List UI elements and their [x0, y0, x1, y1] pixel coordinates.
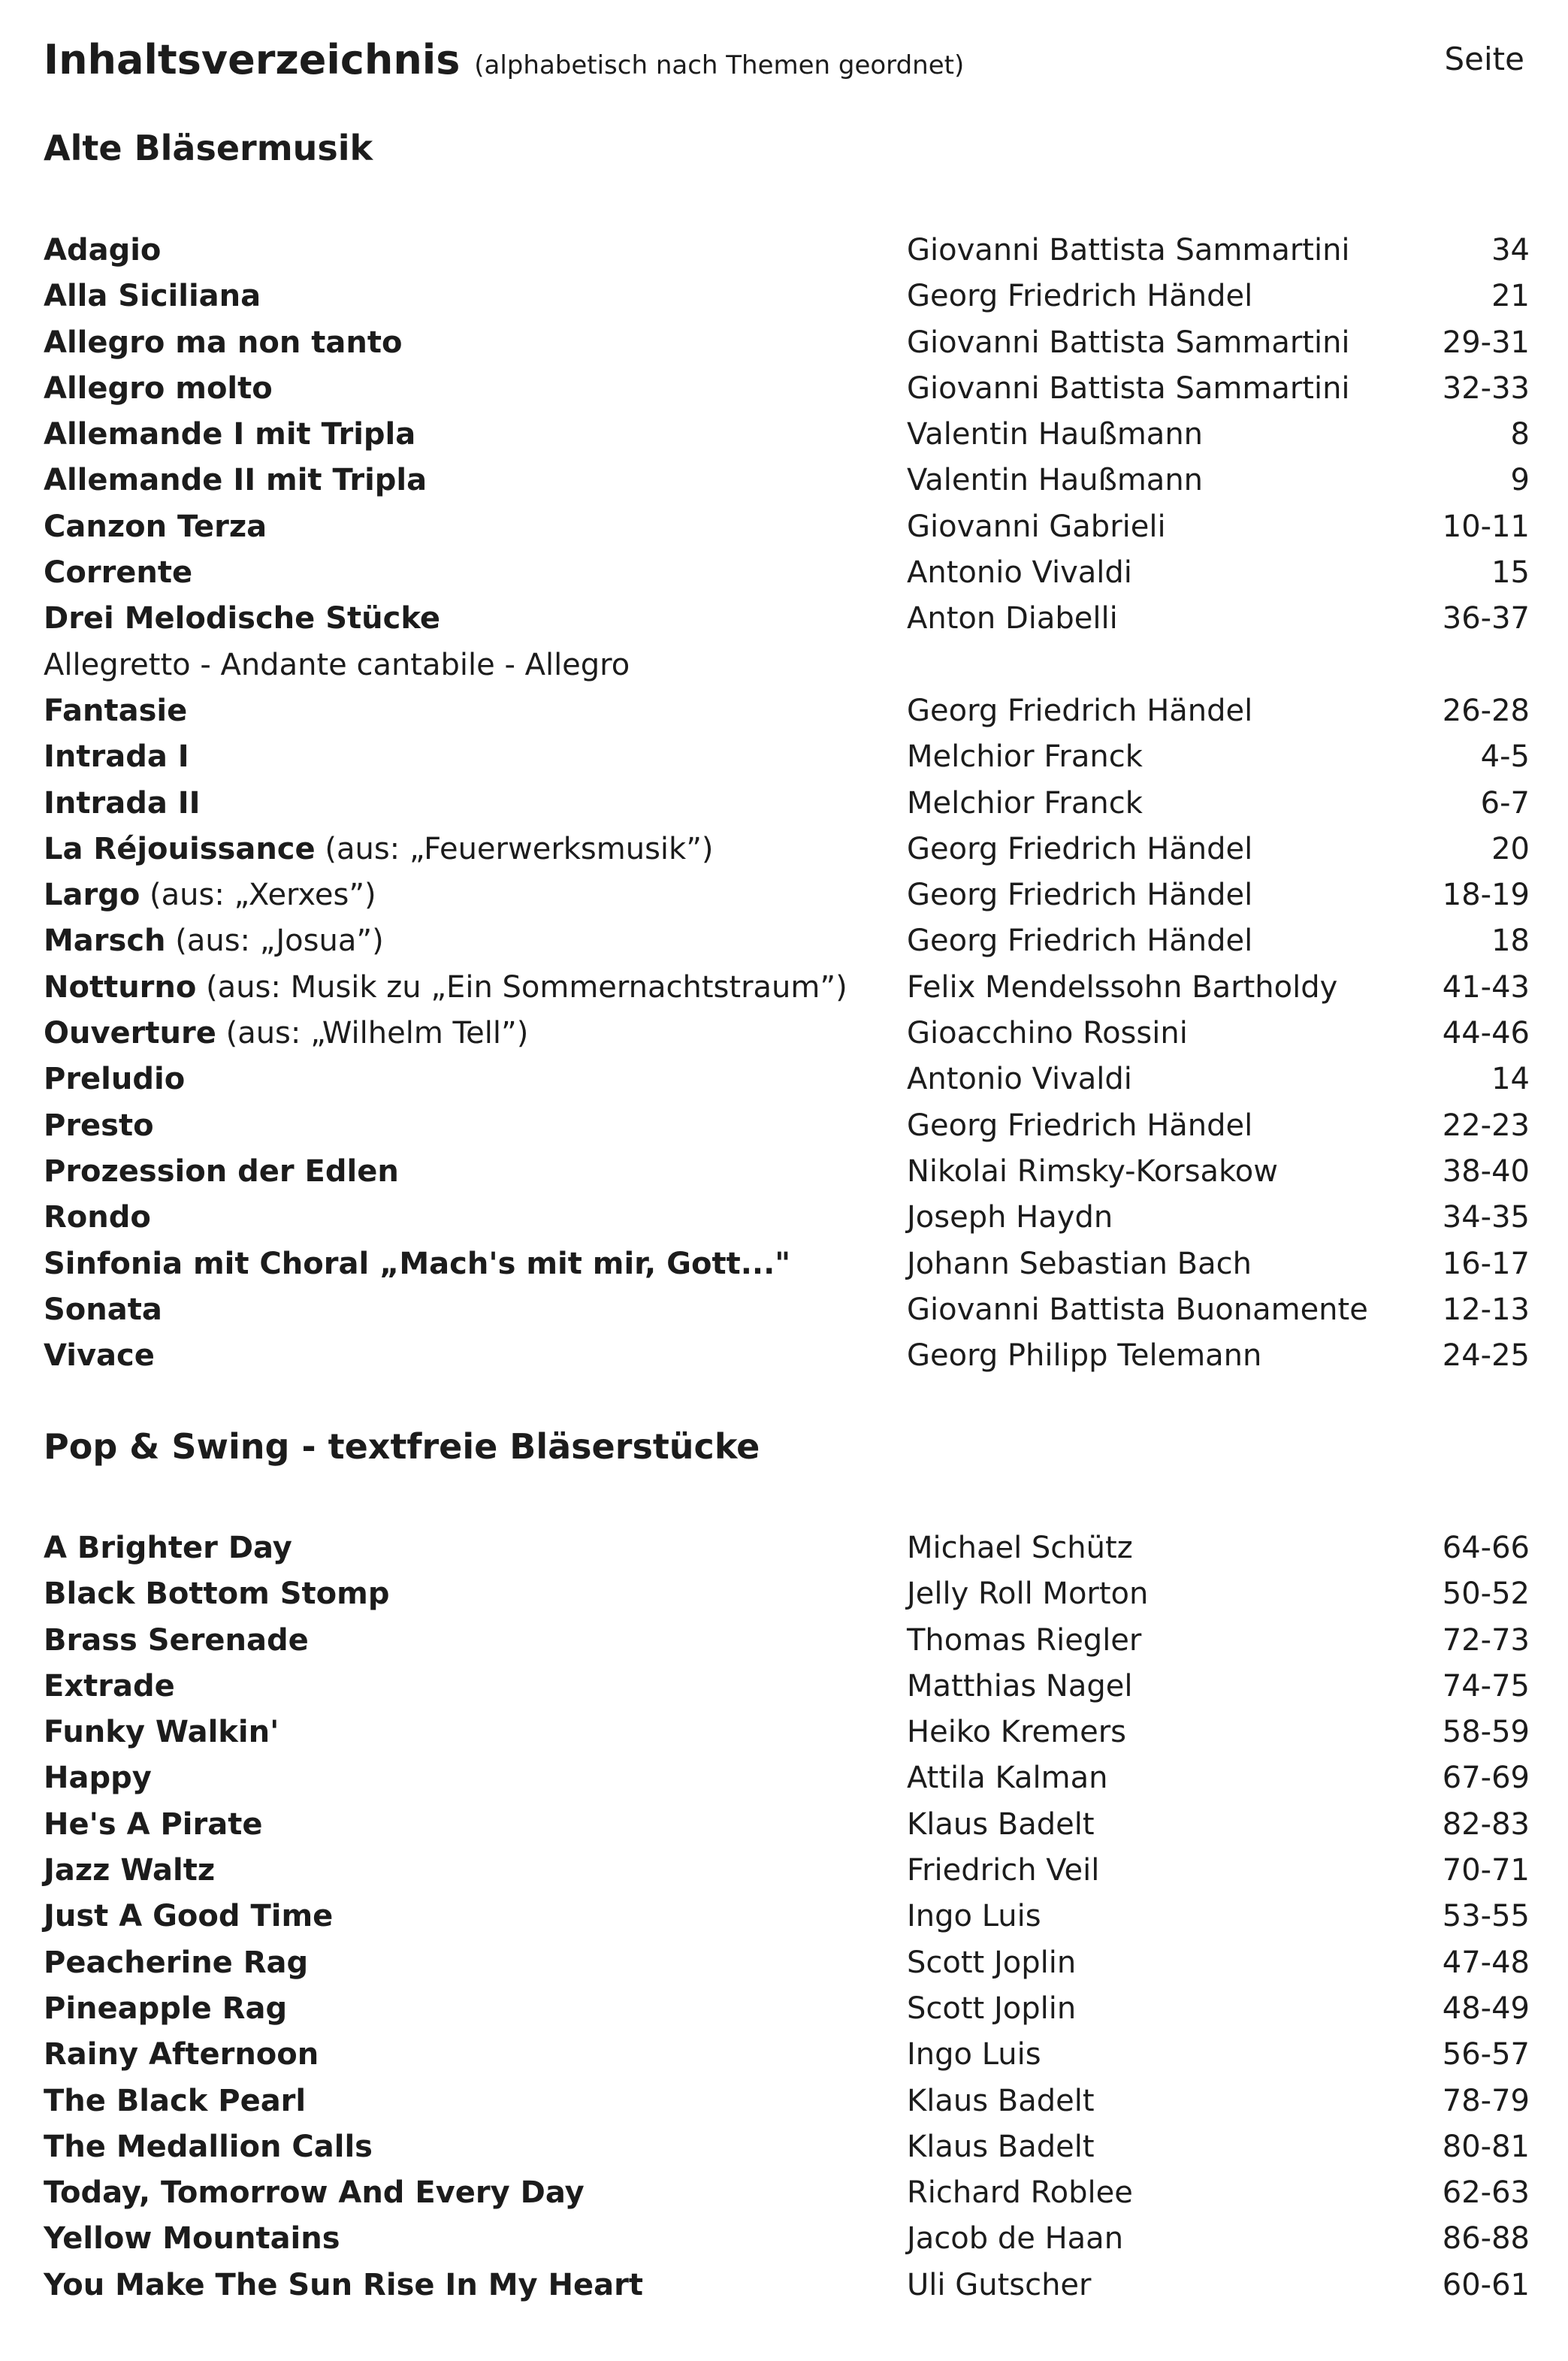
- entry-title: Intrada II: [44, 785, 201, 821]
- section-heading-alte-blaesermusik: Alte Bläsermusik: [44, 128, 373, 168]
- entry-title-cell: [44, 2078, 306, 2124]
- entry-pages: 74-75: [1442, 1668, 1530, 1703]
- entry-composer: Melchior Franck: [907, 785, 1143, 821]
- entry-title-cell: [44, 781, 201, 827]
- entry-title-cell: [44, 2124, 373, 2170]
- toc-entry: [0, 734, 1568, 780]
- entry-composer: Jelly Roll Morton: [907, 1577, 1149, 1612]
- toc-list-pop-swing: [0, 1525, 1568, 2308]
- toc-entry: [0, 550, 1568, 596]
- entry-title-cell: [44, 918, 384, 964]
- toc-entry: [0, 827, 1568, 872]
- entry-composer: Giovanni Battista Buonamente: [907, 1292, 1368, 1327]
- entry-title-cell: [44, 366, 273, 412]
- page-title: Inhaltsverzeichnis (alphabetisch nach Themen geordnet): [44, 36, 965, 83]
- entry-composer: Giovanni Battista Sammartini: [907, 370, 1350, 406]
- entry-composer: Georg Friedrich Händel: [907, 831, 1253, 866]
- entry-title-cell: [44, 320, 402, 366]
- toc-entry: [0, 2170, 1568, 2216]
- entry-title: Sonata: [44, 1292, 162, 1327]
- entry-title-cell: [44, 596, 440, 642]
- entry-title: Peacherine Rag: [44, 1945, 309, 1980]
- entry-title: Extrade: [44, 1668, 175, 1703]
- entry-note: Allegretto - Andante cantabile - Allegro: [44, 647, 630, 682]
- entry-note: (aus: „Xerxes”): [140, 878, 376, 913]
- entry-composer: Ingo Luis: [907, 2037, 1041, 2072]
- entry-pages: 12-13: [1442, 1292, 1530, 1327]
- entry-title-cell: [44, 1057, 185, 1102]
- toc-entry: [0, 596, 1568, 642]
- toc-entry: [0, 1333, 1568, 1379]
- toc-entry: [0, 642, 1568, 688]
- entry-composer: Felix Mendelssohn Bartholdy: [907, 969, 1338, 1005]
- toc-entry: [0, 1149, 1568, 1195]
- entry-title: Adagio: [44, 233, 162, 268]
- entry-title: Jazz Waltz: [44, 1853, 216, 1888]
- toc-entry: [0, 872, 1568, 918]
- entry-title-cell: [44, 965, 847, 1011]
- toc-entry: [0, 320, 1568, 366]
- entry-pages: 67-69: [1442, 1761, 1530, 1796]
- entry-title: Allemande I mit Tripla: [44, 417, 416, 452]
- entry-title: Black Bottom Stomp: [44, 1577, 390, 1612]
- toc-entry: [0, 1894, 1568, 1939]
- entry-composer: Attila Kalman: [907, 1761, 1108, 1796]
- entry-note: (aus: „Feuerwerksmusik”): [315, 831, 714, 866]
- entry-title: Preludio: [44, 1062, 186, 1097]
- entry-title: Rondo: [44, 1200, 151, 1235]
- entry-pages: 14: [1491, 1062, 1530, 1097]
- entry-composer: Anton Diabelli: [907, 601, 1118, 636]
- entry-pages: 24-25: [1442, 1338, 1530, 1374]
- entry-title: Largo: [44, 878, 140, 913]
- entry-title-cell: [44, 274, 261, 319]
- toc-list-alte-blaesermusik: [0, 228, 1568, 1379]
- entry-title-cell: [44, 688, 187, 734]
- entry-composer: Klaus Badelt: [907, 1806, 1095, 1842]
- toc-entry: [0, 2078, 1568, 2124]
- entry-title: You Make The Sun Rise In My Heart: [44, 2267, 643, 2302]
- entry-pages: 8: [1510, 417, 1530, 452]
- entry-title: Funky Walkin': [44, 1715, 279, 1750]
- entry-pages: 64-66: [1442, 1531, 1530, 1565]
- entry-composer: Friedrich Veil: [907, 1853, 1100, 1888]
- toc-entry: [0, 1195, 1568, 1241]
- entry-pages: 80-81: [1442, 2129, 1530, 2164]
- entry-title-cell: [44, 1755, 152, 1801]
- section-heading-pop-swing: Pop & Swing - textfreie Bläserstücke: [44, 1426, 760, 1467]
- entry-title: Sinfonia mit Choral „Mach's mit mir, Gott...": [44, 1246, 791, 1281]
- entry-composer: Giovanni Battista Sammartini: [907, 233, 1350, 268]
- entry-title: La Réjouissance: [44, 831, 316, 866]
- entry-pages: 34-35: [1442, 1200, 1530, 1235]
- toc-entry: [0, 1802, 1568, 1848]
- entry-pages: 62-63: [1442, 2175, 1530, 2211]
- entry-title-cell: [44, 1848, 215, 1894]
- entry-title: Allegro molto: [44, 370, 273, 406]
- toc-entry: [0, 1571, 1568, 1617]
- entry-title: Allemande II mit Tripla: [44, 463, 427, 498]
- entry-pages: 53-55: [1442, 1899, 1530, 1934]
- entry-pages: 22-23: [1442, 1108, 1530, 1143]
- entry-title-cell: [44, 1710, 279, 1755]
- toc-entry: [0, 781, 1568, 827]
- entry-composer: Klaus Badelt: [907, 2083, 1095, 2118]
- entry-title-cell: [44, 1011, 528, 1057]
- entry-pages: 34: [1491, 233, 1530, 268]
- entry-title: Notturno: [44, 969, 197, 1005]
- entry-composer: Johann Sebastian Bach: [907, 1246, 1252, 1281]
- entry-composer: Klaus Badelt: [907, 2129, 1095, 2164]
- entry-title: Yellow Mountains: [44, 2221, 340, 2257]
- entry-composer: Nikolai Rimsky-Korsakow: [907, 1153, 1278, 1189]
- entry-composer: Heiko Kremers: [907, 1715, 1126, 1750]
- entry-title: The Black Pearl: [44, 2083, 307, 2118]
- entry-pages: 60-61: [1442, 2267, 1530, 2302]
- entry-pages: 32-33: [1442, 370, 1530, 406]
- toc-entry: [0, 228, 1568, 274]
- entry-pages: 10-11: [1442, 509, 1530, 544]
- toc-entry: [0, 965, 1568, 1011]
- entry-title-cell: [44, 2170, 585, 2216]
- entry-pages: 82-83: [1442, 1806, 1530, 1842]
- entry-pages: 29-31: [1442, 325, 1530, 360]
- entry-composer: Georg Friedrich Händel: [907, 1108, 1253, 1143]
- entry-composer: Antonio Vivaldi: [907, 1062, 1132, 1097]
- entry-composer: Melchior Franck: [907, 739, 1143, 775]
- entry-title-cell: [44, 1195, 151, 1241]
- toc-entry: [0, 918, 1568, 964]
- entry-title-cell: [44, 1287, 162, 1333]
- entry-pages: 6-7: [1480, 785, 1530, 821]
- entry-pages: 18-19: [1442, 878, 1530, 913]
- toc-entry: [0, 688, 1568, 734]
- entry-pages: 56-57: [1442, 2037, 1530, 2072]
- toc-entry: [0, 1618, 1568, 1664]
- entry-title-cell: [44, 1618, 309, 1664]
- entry-title-cell: [44, 827, 714, 872]
- toc-entry: [0, 2216, 1568, 2262]
- entry-title: Fantasie: [44, 693, 188, 728]
- entry-title: Marsch: [44, 924, 166, 959]
- entry-title-cell: [44, 734, 189, 780]
- entry-note: (aus: Musik zu „Ein Sommernachtstraum”): [196, 969, 847, 1005]
- entry-pages: 18: [1491, 924, 1530, 959]
- toc-entry: [0, 1241, 1568, 1287]
- toc-entry: [0, 1103, 1568, 1149]
- entry-title-cell: [44, 550, 192, 596]
- entry-title: Prozession der Edlen: [44, 1153, 399, 1189]
- entry-title-cell: [44, 412, 415, 458]
- entry-pages: 86-88: [1442, 2221, 1530, 2257]
- toc-entry: [0, 1755, 1568, 1801]
- entry-composer: Ingo Luis: [907, 1899, 1041, 1934]
- entry-title: Drei Melodische Stücke: [44, 601, 440, 636]
- entry-composer: Georg Friedrich Händel: [907, 693, 1253, 728]
- toc-entry: [0, 1664, 1568, 1710]
- page-column-header: Seite: [1444, 41, 1524, 77]
- toc-entry: [0, 2124, 1568, 2170]
- toc-entry: [0, 1057, 1568, 1102]
- toc-entry: [0, 1525, 1568, 1571]
- entry-pages: 21: [1491, 279, 1530, 314]
- entry-title-cell: [44, 2263, 643, 2308]
- entry-title: The Medallion Calls: [44, 2129, 373, 2164]
- entry-title: Canzon Terza: [44, 509, 267, 544]
- entry-title: Corrente: [44, 555, 193, 591]
- entry-title-cell: [44, 1940, 308, 1986]
- entry-pages: 72-73: [1442, 1622, 1530, 1658]
- entry-composer: Jacob de Haan: [907, 2221, 1124, 2257]
- entry-composer: Thomas Riegler: [907, 1622, 1142, 1658]
- entry-title: Just A Good Time: [44, 1899, 334, 1934]
- entry-title: Alla Siciliana: [44, 279, 261, 314]
- toc-entry: [0, 2263, 1568, 2308]
- entry-pages: 50-52: [1442, 1577, 1530, 1612]
- entry-composer: Matthias Nagel: [907, 1668, 1133, 1703]
- entry-composer: Giovanni Gabrieli: [907, 509, 1166, 544]
- entry-composer: Richard Roblee: [907, 2175, 1133, 2211]
- entry-pages: 4-5: [1480, 739, 1530, 775]
- entry-composer: Joseph Haydn: [907, 1200, 1113, 1235]
- entry-title-cell: [44, 504, 267, 550]
- toc-entry: [0, 366, 1568, 412]
- toc-entry: [0, 412, 1568, 458]
- entry-pages: 78-79: [1442, 2083, 1530, 2118]
- entry-note: (aus: „Josua”): [165, 924, 384, 959]
- entry-title: Intrada I: [44, 739, 189, 775]
- entry-title-cell: [44, 1103, 154, 1149]
- entry-pages: 48-49: [1442, 1991, 1530, 2026]
- entry-composer: Uli Gutscher: [907, 2267, 1092, 2302]
- entry-title-cell: [44, 872, 376, 918]
- entry-title: Allegro ma non tanto: [44, 325, 403, 360]
- entry-pages: 44-46: [1442, 1016, 1530, 1051]
- entry-title-cell: [44, 2032, 319, 2078]
- entry-pages: 47-48: [1442, 1945, 1530, 1980]
- entry-title-cell: [44, 1986, 287, 2032]
- entry-note: (aus: „Wilhelm Tell”): [216, 1016, 529, 1051]
- entry-pages: 15: [1491, 555, 1530, 591]
- entry-composer: Valentin Haußmann: [907, 417, 1204, 452]
- entry-title-cell: [44, 228, 161, 274]
- entry-pages: 36-37: [1442, 601, 1530, 636]
- entry-title-cell: [44, 1525, 292, 1571]
- toc-header: [44, 36, 1524, 96]
- entry-title: Vivace: [44, 1338, 155, 1374]
- entry-composer: Georg Friedrich Händel: [907, 924, 1253, 959]
- entry-title-cell: [44, 642, 630, 688]
- toc-entry: [0, 1710, 1568, 1755]
- entry-title-cell: [44, 1664, 175, 1710]
- entry-title-cell: [44, 1333, 155, 1379]
- toc-entry: [0, 458, 1568, 503]
- entry-title: Pineapple Rag: [44, 1991, 288, 2026]
- entry-composer: Scott Joplin: [907, 1945, 1077, 1980]
- toc-entry: [0, 1940, 1568, 1986]
- entry-title: Presto: [44, 1108, 154, 1143]
- entry-composer: Michael Schütz: [907, 1531, 1133, 1565]
- entry-title: Ouverture: [44, 1016, 216, 1051]
- entry-pages: 58-59: [1442, 1715, 1530, 1750]
- entry-title: Brass Serenade: [44, 1622, 309, 1658]
- entry-composer: Giovanni Battista Sammartini: [907, 325, 1350, 360]
- entry-composer: Georg Friedrich Händel: [907, 878, 1253, 913]
- toc-entry: [0, 1848, 1568, 1894]
- entry-title-cell: [44, 458, 427, 503]
- toc-entry: [0, 504, 1568, 550]
- entry-pages: 38-40: [1442, 1153, 1530, 1189]
- toc-entry: [0, 274, 1568, 319]
- entry-title-cell: [44, 1571, 389, 1617]
- page-subtitle: (alphabetisch nach Themen geordnet): [474, 50, 965, 80]
- entry-composer: Valentin Haußmann: [907, 463, 1204, 498]
- entry-pages: 16-17: [1442, 1246, 1530, 1281]
- entry-pages: 70-71: [1442, 1853, 1530, 1888]
- entry-title-cell: [44, 1802, 262, 1848]
- entry-pages: 41-43: [1442, 969, 1530, 1005]
- entry-title: Today, Tomorrow And Every Day: [44, 2175, 585, 2211]
- entry-pages: 26-28: [1442, 693, 1530, 728]
- entry-title: Happy: [44, 1761, 152, 1796]
- toc-entry: [0, 1986, 1568, 2032]
- entry-composer: Antonio Vivaldi: [907, 555, 1132, 591]
- entry-title: Rainy Afternoon: [44, 2037, 319, 2072]
- entry-title-cell: [44, 2216, 340, 2262]
- entry-title-cell: [44, 1241, 790, 1287]
- entry-composer: Georg Friedrich Händel: [907, 279, 1253, 314]
- entry-composer: Georg Philipp Telemann: [907, 1338, 1262, 1374]
- entry-composer: Gioacchino Rossini: [907, 1016, 1188, 1051]
- entry-title: He's A Pirate: [44, 1806, 263, 1842]
- entry-pages: 20: [1491, 831, 1530, 866]
- toc-entry: [0, 1287, 1568, 1333]
- entry-title-cell: [44, 1894, 333, 1939]
- entry-title-cell: [44, 1149, 399, 1195]
- toc-entry: [0, 2032, 1568, 2078]
- toc-entry: [0, 1011, 1568, 1057]
- entry-title: A Brighter Day: [44, 1531, 292, 1565]
- entry-pages: 9: [1510, 463, 1530, 498]
- entry-composer: Scott Joplin: [907, 1991, 1077, 2026]
